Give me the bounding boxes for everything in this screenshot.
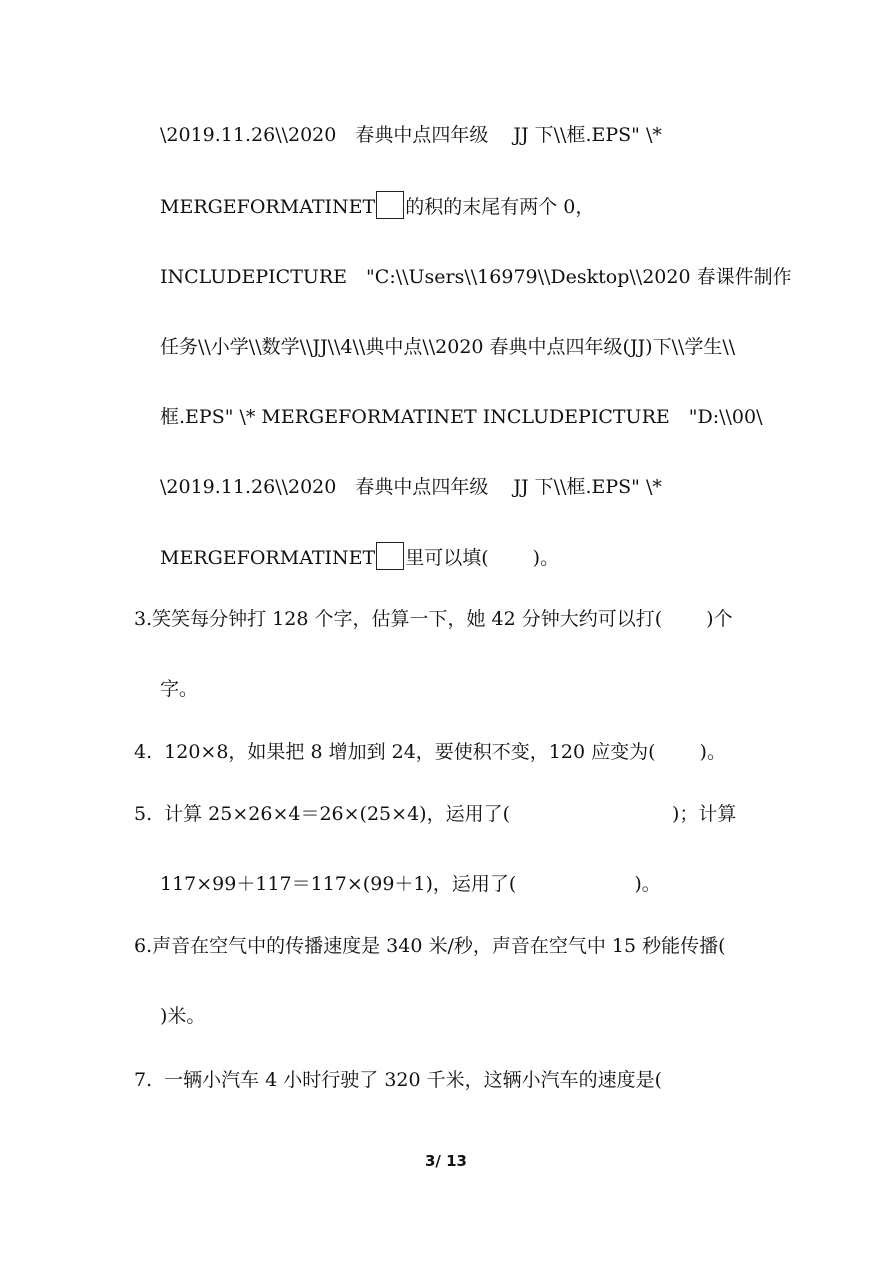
text-line: 任务\\小学\\数学\\JJ\\4\\典中点\\2020 春典中点四年级(JJ)下\\学生\\ bbox=[160, 336, 736, 358]
question-5 bbox=[134, 801, 736, 827]
text-line: \2019.11.26\\2020 春典中点四年级 JJ 下\\框.EPS" \* bbox=[160, 124, 662, 146]
question-text: 笑笑每分钟打 128 个字，估算一下，她 42 分钟大约可以打( bbox=[152, 608, 663, 630]
page-number: 3/ 13 bbox=[424, 1152, 467, 1170]
question-text: )。 bbox=[634, 873, 661, 895]
question-4 bbox=[134, 739, 726, 765]
question-5-continued bbox=[160, 871, 661, 897]
text-span: MERGEFORMATINET bbox=[160, 196, 376, 218]
question-7 bbox=[134, 1067, 662, 1093]
question-text: )。 bbox=[699, 741, 726, 763]
text-line: 框.EPS" \* MERGEFORMATINET INCLUDEPICTURE "D:\\00\ bbox=[160, 406, 763, 428]
question-3 bbox=[134, 606, 733, 632]
text-line bbox=[160, 542, 559, 571]
question-number: 7. bbox=[134, 1069, 153, 1091]
question-text: )个 bbox=[706, 608, 733, 630]
answer-box bbox=[376, 542, 404, 570]
text-span: MERGEFORMATINET bbox=[160, 547, 376, 569]
text-span: 的积的末尾有两个 0， bbox=[405, 196, 595, 218]
question-3-continued: 字。 bbox=[160, 678, 199, 700]
answer-box bbox=[376, 191, 404, 219]
text-line: \2019.11.26\\2020 春典中点四年级 JJ 下\\框.EPS" \* bbox=[160, 476, 662, 498]
question-6-continued: )米。 bbox=[160, 1005, 206, 1027]
question-number: 4. bbox=[134, 741, 153, 763]
text-span: 里可以填( bbox=[405, 547, 489, 569]
question-number: 3. bbox=[134, 608, 153, 630]
question-6 bbox=[134, 933, 726, 959]
text-line bbox=[160, 191, 594, 220]
question-text: 计算 25×26×4＝26×(25×4)，运用了( bbox=[164, 803, 510, 825]
question-number: 6. bbox=[134, 935, 153, 957]
text-line: INCLUDEPICTURE "C:\\Users\\16979\\Desktop\\2020 春课件制作 bbox=[160, 266, 792, 288]
text-span: )。 bbox=[532, 547, 560, 569]
question-text: 120×8，如果把 8 增加到 24，要使积不变，120 应变为( bbox=[164, 741, 656, 763]
question-text: 声音在空气中的传播速度是 340 米/秒，声音在空气中 15 秒能传播( bbox=[152, 935, 726, 957]
question-text: )；计算 bbox=[671, 803, 737, 825]
question-text: 一辆小汽车 4 小时行驶了 320 千米，这辆小汽车的速度是( bbox=[164, 1069, 663, 1091]
question-text: 117×99＋117＝117×(99＋1)，运用了( bbox=[160, 873, 517, 895]
question-number: 5. bbox=[134, 803, 153, 825]
